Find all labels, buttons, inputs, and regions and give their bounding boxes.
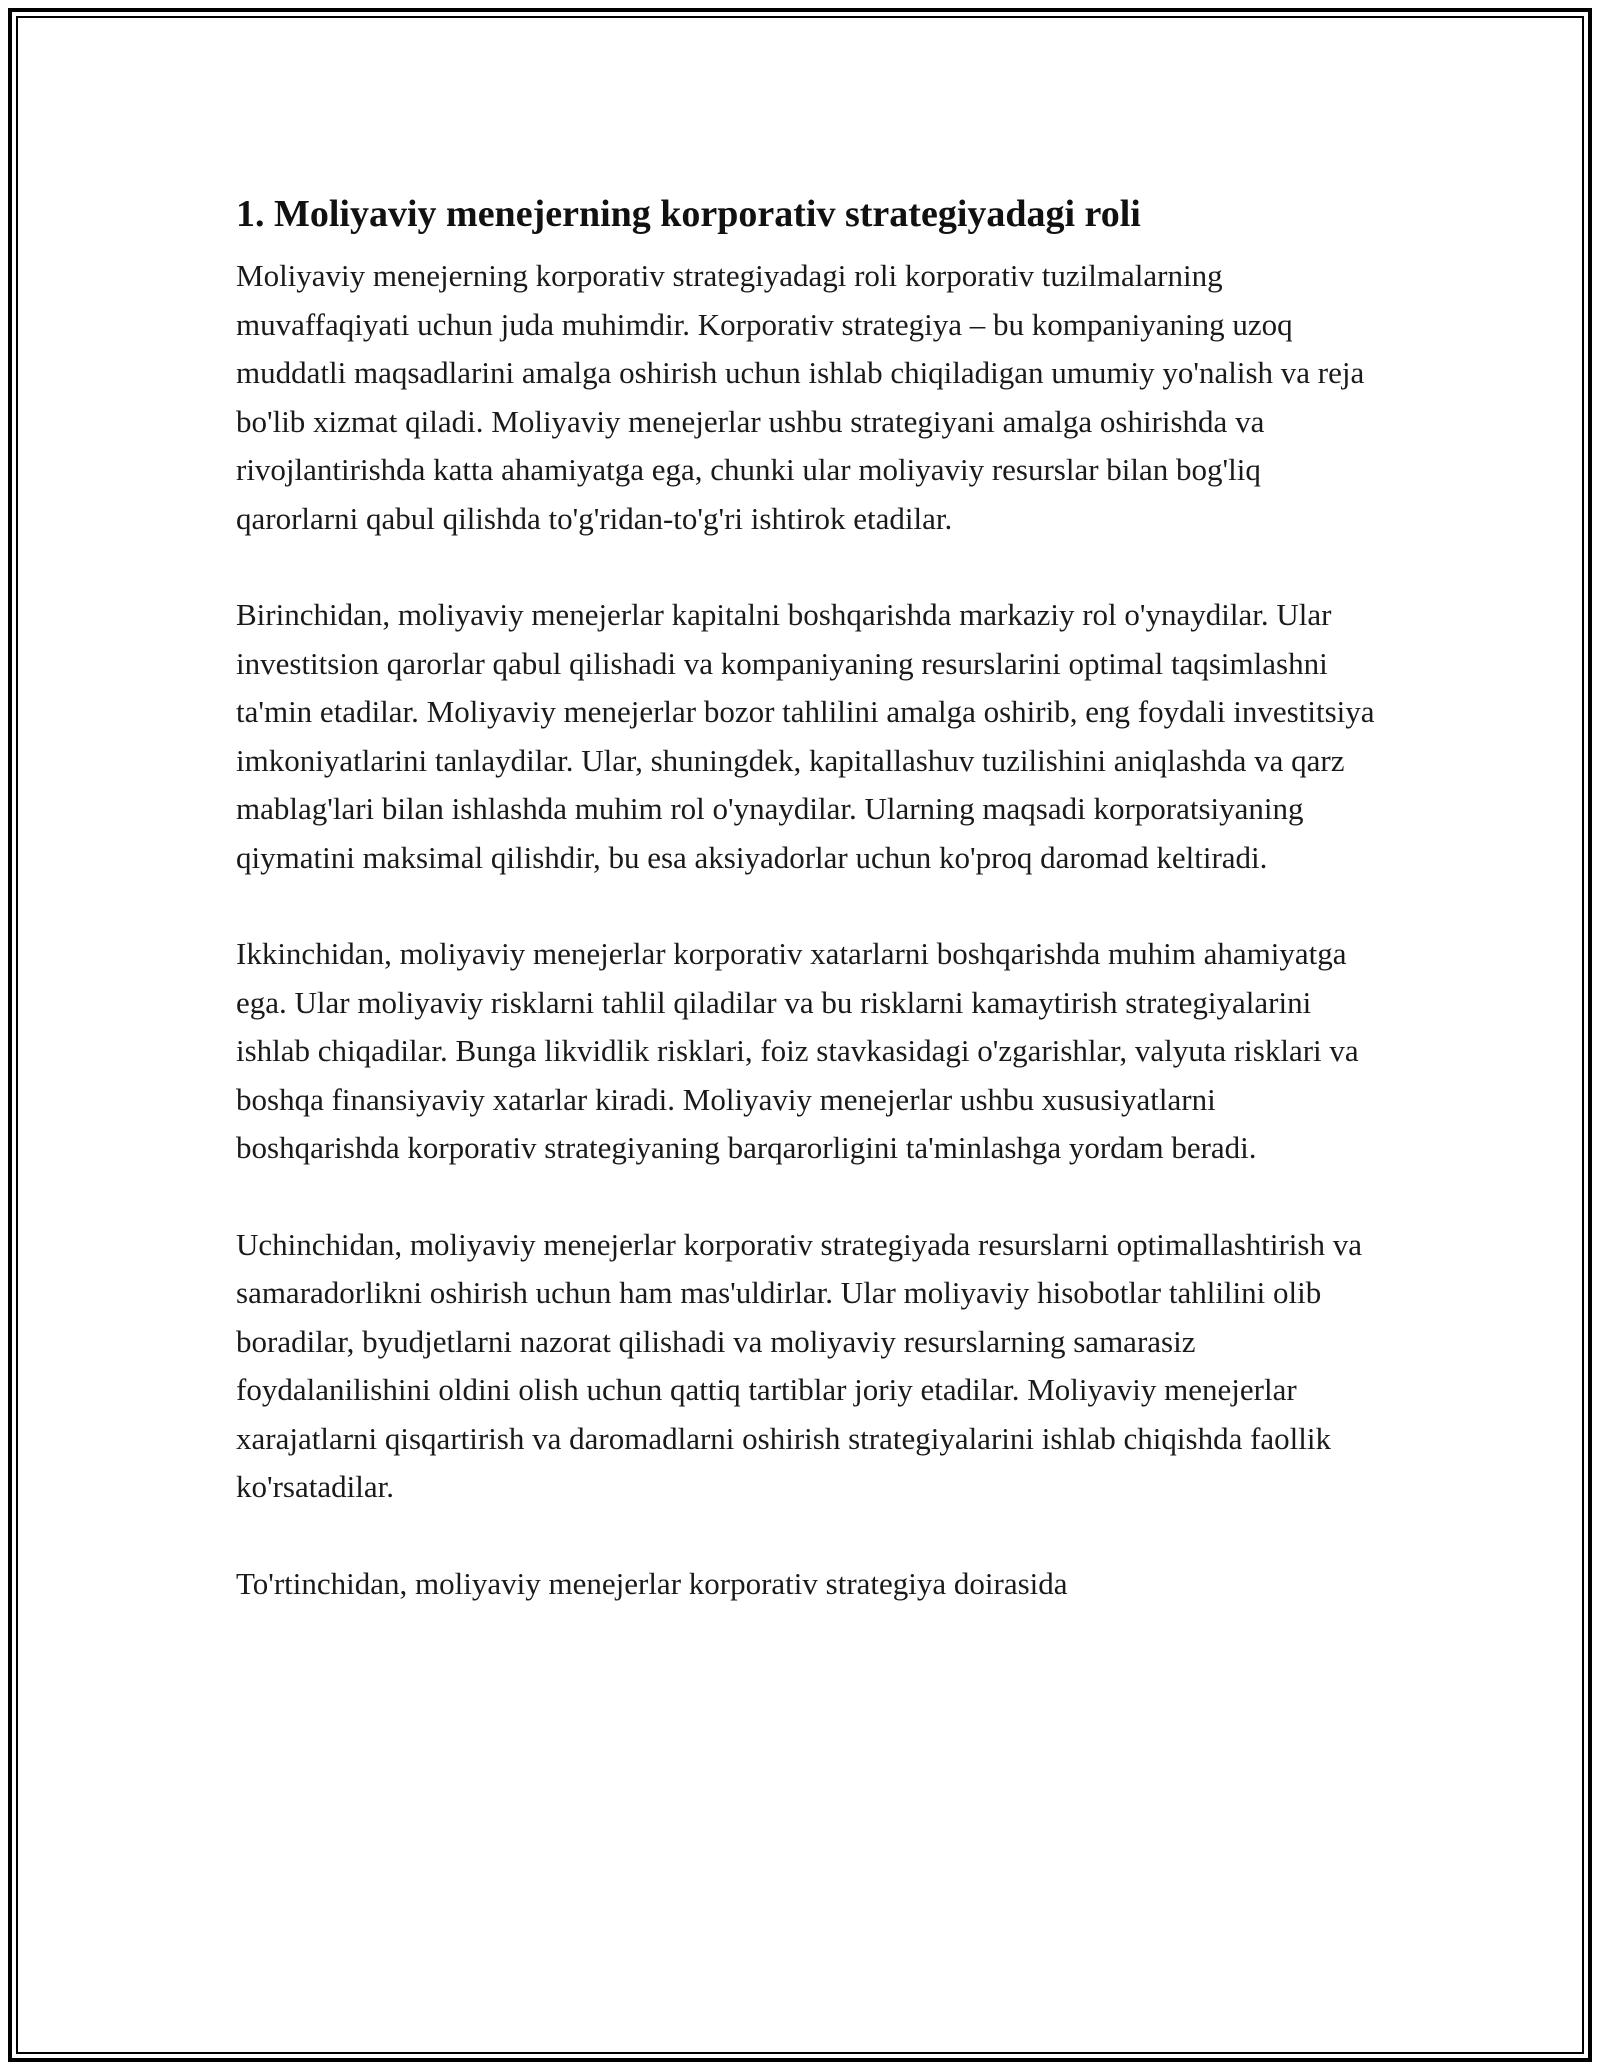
paragraph-first: Birinchidan, moliyaviy menejerlar kapitalni boshqarishda markaziy rol o'ynaydilar. Ular investitsion qarorlar qabul qilishadi va kompaniyaning resurslarini optimal taqsimlashni ta'min etadilar. Moliyaviy menejerlar bozor tahlilini amalga oshirib, eng foydali investitsiya imkoniyatlarini tanlaydilar. Ular, shuningdek, kapitallashuv tuzilishini aniqlashda va qarz mablag'lari bilan ishlashda muhim rol o'ynaydilar. Ularning maqsadi korporatsiyaning qiymatini maksimal qilishdir, bu esa aksiyadorlar uchun ko'proq daromad keltiradi. — [236, 597, 1375, 875]
paragraph-intro: Moliyaviy menejerning korporativ strategiyadagi roli korporativ tuzilmalarning muvaffaqiyati uchun juda muhimdir. Korporativ strategiya – bu kompaniyaning uzoq muddatli maqsadlarini amalga oshirish uchun ishlab chiqiladigan umumiy yo'nalish va reja bo'lib xizmat qiladi. Moliyaviy menejerlar ushbu strategiyani amalga oshirishda va rivojlantirishda katta ahamiyatga ega, chunki ular moliyaviy resurslar bilan bog'liq qarorlarni qabul qilishda to'g'ridan-to'g'ri ishtirok etadilar. — [236, 258, 1365, 536]
document-body — [236, 184, 1376, 1656]
paragraph-third: Uchinchidan, moliyaviy menejerlar korporativ strategiyada resurslarni optimallashtirish va samaradorlikni oshirish uchun ham mas'uldirlar. Ular moliyaviy hisobotlar tahlilini olib boradilar, byudjetlarni nazorat qilishadi va moliyaviy resurslarning samarasiz foydalanilishini oldini olish uchun qattiq tartiblar joriy etadilar. Moliyaviy menejerlar xarajatlarni qisqartirish va daromadlarni oshirish strategiyalarini ishlab chiqishda faollik ko'rsatadilar. — [236, 1226, 1362, 1504]
document-heading: 1. Moliyaviy menejerning korporativ strategiyadagi roli — [236, 193, 1141, 235]
paragraph-fourth: To'rtinchidan, moliyaviy menejerlar korporativ strategiya doirasida — [236, 1565, 1068, 1601]
paragraph-second: Ikkinchidan, moliyaviy menejerlar korporativ xatarlarni boshqarishda muhim ahamiyatga ega. Ular moliyaviy risklarni tahlil qiladilar va bu risklarni kamaytirish strategiyalarini ishlab chiqadilar. Bunga likvidlik risklari, foiz stavkasidagi o'zgarishlar, valyuta risklari va boshqa finansiyaviy xatarlar kiradi. Moliyaviy menejerlar ushbu xususiyatlarni boshqarishda korporativ strategiyaning barqarorligini ta'minlashga yordam beradi. — [236, 936, 1359, 1165]
